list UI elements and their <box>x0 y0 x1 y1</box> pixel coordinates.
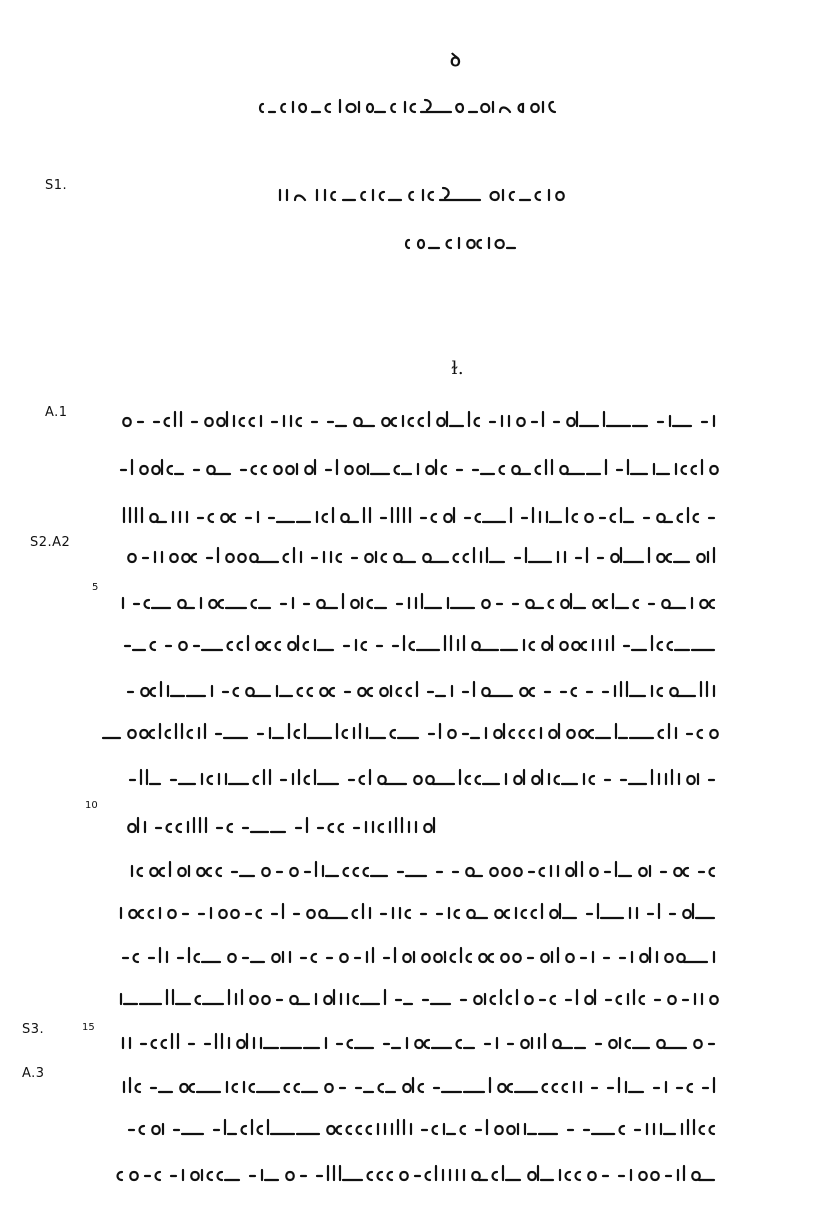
line-number-10-text: 10 <box>85 800 98 811</box>
body-line-script <box>108 628 720 662</box>
cross-mark-text: ɫ. <box>451 358 464 379</box>
body-line <box>108 716 720 750</box>
script-stroke <box>121 460 718 474</box>
body-line <box>112 940 720 974</box>
subtitle-line-1-script <box>275 180 570 214</box>
script-stroke <box>103 724 718 738</box>
script-stroke <box>123 948 714 962</box>
body-line-script <box>108 500 720 534</box>
line-number-5-text: 5 <box>92 582 99 593</box>
body-line-script <box>110 1026 720 1060</box>
body-line-script <box>100 452 720 486</box>
script-stroke <box>130 770 714 784</box>
body-line-script <box>108 586 720 620</box>
line-number-10 <box>85 800 98 811</box>
body-line-script <box>110 404 720 438</box>
script-stroke <box>124 508 714 522</box>
script-stroke <box>123 594 714 608</box>
body-line <box>108 674 720 708</box>
folio-mark <box>450 48 461 72</box>
body-line <box>110 1070 720 1104</box>
body-line-script <box>120 854 720 888</box>
margin-label-a3-text: A.3 <box>22 1066 45 1081</box>
body-line-script <box>108 674 720 708</box>
cross-mark <box>451 358 464 379</box>
script-stroke <box>118 1166 715 1180</box>
body-line-script <box>110 896 720 930</box>
margin-label-s1-text: S1. <box>45 178 68 193</box>
body-line <box>112 810 440 844</box>
script-stroke <box>123 1034 714 1048</box>
body-line <box>108 586 720 620</box>
margin-label-s2a2 <box>30 535 70 550</box>
script-stroke <box>128 818 434 832</box>
margin-label-s3 <box>22 1022 44 1037</box>
margin-label-a1 <box>45 405 68 420</box>
body-line <box>110 1112 720 1146</box>
body-line <box>110 540 720 574</box>
title-line <box>255 90 565 124</box>
script-stroke <box>128 548 714 562</box>
body-line <box>110 1158 720 1192</box>
script-stroke <box>125 636 714 650</box>
body-line <box>100 452 720 486</box>
body-line-script <box>110 1070 720 1104</box>
subtitle-line-2-script <box>395 228 525 262</box>
body-line <box>108 500 720 534</box>
script-stroke <box>129 1120 714 1134</box>
script-stroke <box>124 1078 714 1092</box>
margin-label-a3 <box>22 1066 45 1081</box>
margin-label-a1-text: A.1 <box>45 405 68 420</box>
folio-text: ꝺ <box>450 50 461 71</box>
body-line <box>108 628 720 662</box>
script-stroke <box>121 990 718 1004</box>
body-line <box>110 1026 720 1060</box>
body-line <box>110 896 720 930</box>
script-stroke <box>132 862 714 876</box>
body-line-script <box>112 810 440 844</box>
body-line <box>112 762 720 796</box>
body-line-script <box>110 1112 720 1146</box>
margin-label-s3-text: S3. <box>22 1022 45 1037</box>
script-stroke <box>128 682 714 696</box>
body-line-script <box>110 540 720 574</box>
body-line <box>120 854 720 888</box>
body-line-script <box>110 982 720 1016</box>
line-number-5 <box>92 582 98 593</box>
body-line <box>110 982 720 1016</box>
body-line-script <box>112 940 720 974</box>
line-number-15-text: 15 <box>82 1022 95 1033</box>
body-line-script <box>112 762 720 796</box>
body-line <box>110 404 720 438</box>
body-line-script <box>110 1158 720 1192</box>
script-stroke <box>121 904 714 918</box>
line-number-15 <box>82 1022 95 1033</box>
margin-label-s1 <box>45 178 67 193</box>
subtitle-line-1 <box>275 180 570 214</box>
body-line-script <box>108 716 720 750</box>
margin-label-s2a2-text: S2.A2 <box>30 535 71 550</box>
title-line-script <box>255 90 565 124</box>
script-stroke <box>123 412 714 426</box>
subtitle-line-2 <box>395 228 525 262</box>
